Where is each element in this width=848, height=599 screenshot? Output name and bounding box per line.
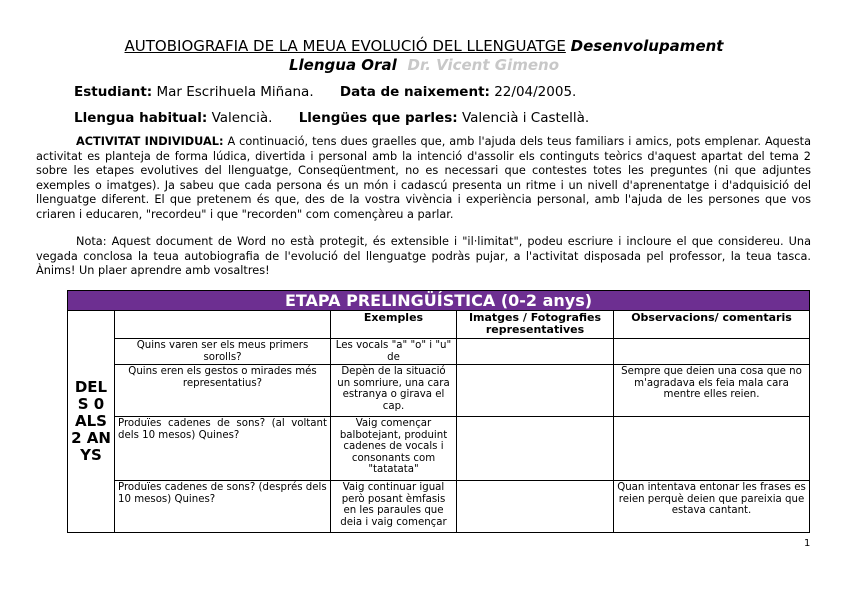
table-row [68, 417, 810, 481]
spoken-label: Llengües que parles: [298, 110, 458, 126]
row-images[interactable] [457, 365, 614, 417]
student-value: Mar Escrihuela Miñana. [156, 84, 314, 100]
header-images: Imatges / Fotografies representatives [457, 311, 614, 339]
row-comments[interactable]: Quan intentava entonar les frases es reien perquè deien que pareixia que estava cantant. [614, 481, 810, 533]
age-side-label: DEL S 0 ALS 2 AN YS [68, 311, 115, 533]
page-number: 1 [804, 538, 811, 549]
title-main: AUTOBIOGRAFIA DE LA MEUA EVOLUCIÓ DEL LLENGUATGE [124, 37, 566, 55]
row-question[interactable]: Produïes cadenes de sons? (al voltant dels 10 mesos) Quines? [115, 417, 331, 481]
title-author: Dr. Vicent Gimeno [407, 56, 559, 74]
table-row [68, 339, 810, 365]
birth-value: 22/04/2005. [494, 84, 577, 100]
activity-paragraph [36, 135, 811, 222]
document-title [0, 37, 848, 75]
note-text: Nota: Aquest document de Word no està protegit, és extensible i "il·limitat", podeu escriure i incloure el que considereu. Una vegada conclosa la teua autobiografia de l'evolució del llenguatge podràs pujar, a l'activitat disposada pel professor, la teua tasca. Ànims! Un plaer aprendre amb vosaltres! [36, 235, 811, 277]
habitual-label: Llengua habitual: [74, 110, 208, 126]
row-example[interactable]: Vaig continuar igual però posant èmfasis en les paraules que deia i vaig començar [331, 481, 457, 533]
row-comments[interactable]: Sempre que deien una cosa que no m'agradava els feia mala cara mentre elles reien. [614, 365, 810, 417]
student-label: Estudiant: [74, 84, 153, 100]
row-images[interactable] [457, 481, 614, 533]
habitual-value: Valencià. [211, 110, 273, 126]
birth-label: Data de naixement: [339, 84, 490, 100]
header-examples: Exemples [331, 311, 457, 339]
row-comments[interactable] [614, 417, 810, 481]
spoken-value: Valencià i Castellà. [461, 110, 590, 126]
activity-label: ACTIVITAT INDIVIDUAL: [76, 135, 224, 148]
row-example[interactable]: Les vocals "a" "o" i "u" de [331, 339, 457, 365]
prelinguistic-table [67, 290, 810, 533]
header-comments: Observacions/ comentaris [614, 311, 810, 339]
language-line [74, 110, 589, 126]
row-example[interactable]: Depèn de la situació un somriure, una cara estranya o girava el cap. [331, 365, 457, 417]
student-line [74, 84, 576, 100]
table-banner: ETAPA PRELINGÜÍSTICA (0-2 anys) [68, 291, 810, 311]
title-subject-2: Llengua Oral [288, 56, 397, 74]
header-question [115, 311, 331, 339]
table-row [68, 365, 810, 417]
row-question[interactable]: Quins eren els gestos o mirades més representatius? [115, 365, 331, 417]
note-paragraph [36, 235, 811, 279]
table-row [68, 481, 810, 533]
row-question[interactable]: Produïes cadenes de sons? (després dels 10 mesos) Quines? [115, 481, 331, 533]
activity-text: A continuació, tens dues graelles que, amb l'ajuda dels teus familiars i amics, pots emplenar. Aquesta activitat es planteja de forma lúdica, divertida i personal amb la intenció d'assolir els continguts teòrics d'aquest apartat del tema 2 sobre les etapes evolutives del llenguatge, Conseqüentment, no es necessari que contestes totes les preguntes (ni que adjuntes exemples o imatges). Ja sabeu que cada persona és un món i cadascú presenta un ritme i un nivell d'aprenentatge i d'adquisició del llenguatge diferent. El que pretenem és que, des de la vostra vivència i experiència personal, amb l'ajuda de les persones que vos criaren i educaren, "recordeu" i que "recorden" com començàreu a parlar. [36, 135, 811, 221]
title-subject-1: Desenvolupament [570, 37, 724, 55]
row-question[interactable]: Quins varen ser els meus primers sorolls? [115, 339, 331, 365]
row-comments[interactable] [614, 339, 810, 365]
row-images[interactable] [457, 417, 614, 481]
row-example[interactable]: Vaig començar balbotejant, produint cadenes de vocals i consonants com "tatatata" [331, 417, 457, 481]
row-images[interactable] [457, 339, 614, 365]
